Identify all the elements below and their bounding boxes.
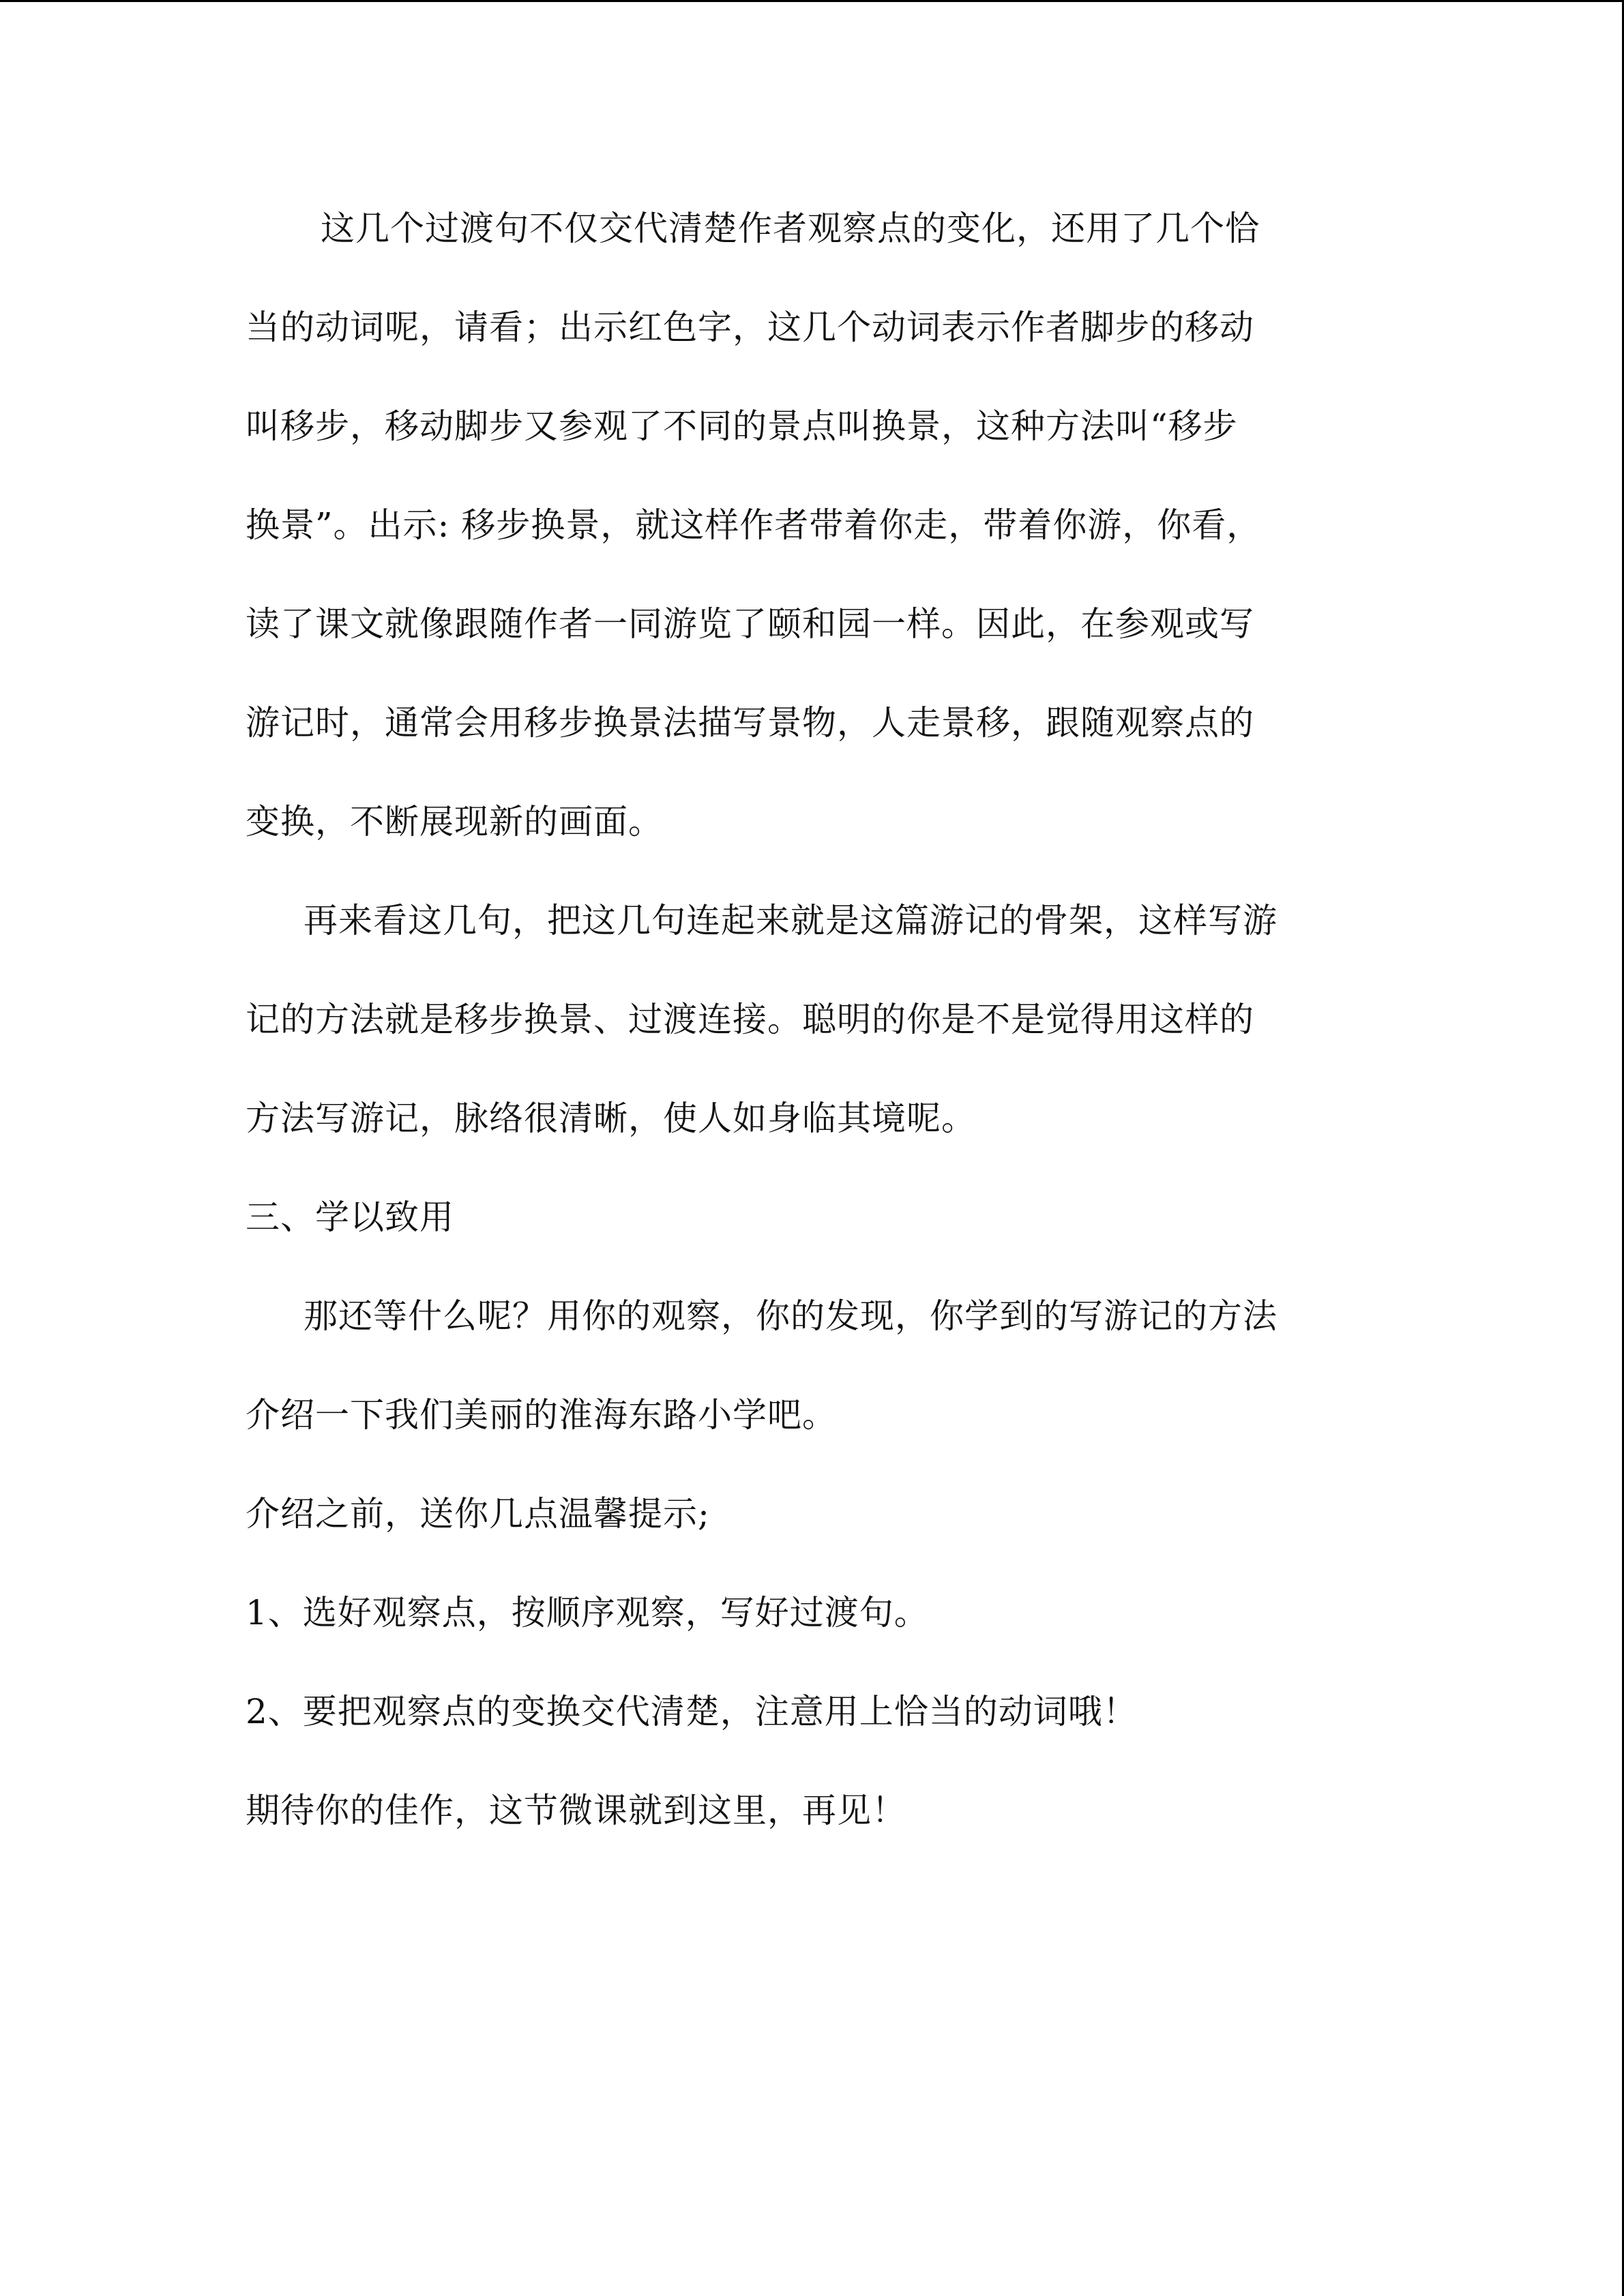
- paragraph-1-line-5: 读了课文就像跟随作者一同游览了颐和园一样。因此，在参观或写: [246, 604, 1254, 644]
- tips-intro: 介绍之前，送你几点温馨提示;: [246, 1494, 710, 1534]
- paragraph-3-line-1: 那还等什么呢？用你的观察，你的发现，你学到的写游记的方法: [304, 1296, 1278, 1336]
- paragraph-1-line-4: 换景”。出示: 移步换景，就这样作者带着你走，带着你游，你看，: [246, 505, 1262, 545]
- paragraph-2-line-1: 再来看这几句，把这几句连起来就是这篇游记的骨架，这样写游: [304, 901, 1278, 940]
- paragraph-1-line-2: 当的动词呢，请看；出示红色字，这几个动词表示作者脚步的移动: [246, 308, 1254, 347]
- tip-item-2: 2、要把观察点的变换交代清楚，注意用上恰当的动词哦！: [246, 1692, 1138, 1731]
- page-top-border: [0, 0, 1624, 2]
- closing-line: 期待你的佳作，这节微课就到这里，再见！: [246, 1791, 906, 1830]
- paragraph-2-line-2: 记的方法就是移步换景、过渡连接。聪明的你是不是觉得用这样的: [246, 1000, 1254, 1039]
- paragraph-2-line-3: 方法写游记，脉络很清晰，使人如身临其境呢。: [246, 1099, 976, 1138]
- tip-item-1: 1、选好观察点，按顺序观察，写好过渡句。: [246, 1593, 929, 1632]
- paragraph-1-line-7: 变换，不断展现新的画面。: [246, 802, 663, 841]
- paragraph-1-line-1: 这几个过渡句不仅交代清楚作者观察点的变化，还用了几个恰: [321, 209, 1260, 248]
- paragraph-1-line-6: 游记时，通常会用移步换景法描写景物，人走景移，跟随观察点的: [246, 703, 1254, 743]
- section-heading: 三、学以致用: [246, 1197, 454, 1237]
- paragraph-1-line-3: 叫移步，移动脚步又参观了不同的景点叫换景，这种方法叫“移步: [246, 406, 1238, 446]
- paragraph-3-line-2: 介绍一下我们美丽的淮海东路小学吧。: [246, 1395, 837, 1435]
